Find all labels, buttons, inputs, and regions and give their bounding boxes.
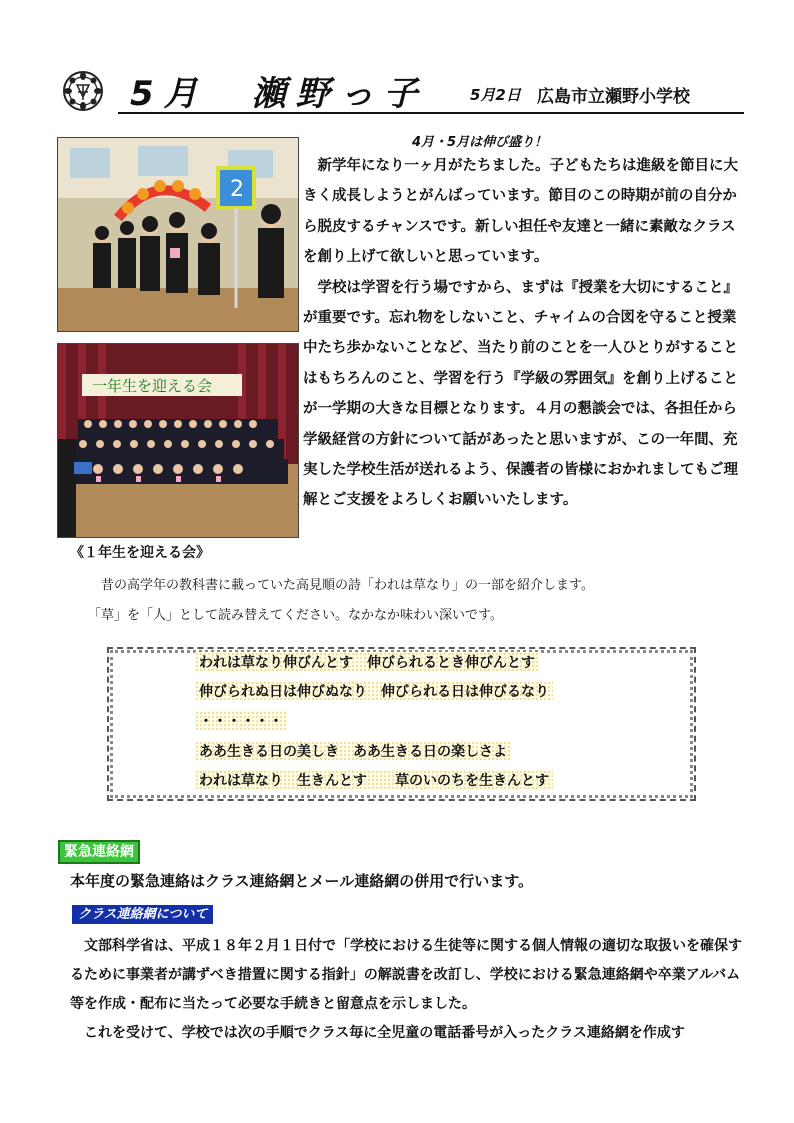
class-network-subheading: クラス連絡網について — [72, 905, 213, 924]
issue-date: 5月2日 — [470, 86, 521, 104]
emergency-heading: 緊急連絡網 — [58, 840, 140, 864]
poem-line: 伸びられぬ日は伸びぬなり 伸びられる日は伸びるなり — [195, 681, 553, 700]
poem-box — [107, 647, 696, 801]
photo-entrance-parade — [57, 137, 299, 332]
article-heading: 4月・5月は伸び盛り！ — [412, 135, 548, 150]
school-emblem-icon — [62, 70, 104, 112]
article-paragraph: 新学年になり一ヶ月がたちました。子どもたちは進級を節目に大きく成長しようとがんばっています。節目のこの時期が前の自分から脱皮するチャンスです。新しい担任や友達と一緒に素敵なクラスを創り上げて欲しいと思っています。 — [303, 158, 738, 266]
photo-caption: 《１年生を迎える会》 — [70, 545, 210, 561]
article-body — [303, 151, 741, 516]
poem-line: ・・・・・・ — [195, 711, 287, 730]
poem-introduction — [88, 571, 728, 631]
article-paragraph: 学校は学習を行う場ですから、まずは『授業を大切にすること』が重要です。忘れ物をしないこと、チャイムの合図を守ること授業中たち歩かないことなど、当たり前のことを一人ひとりがすることはもちろんのこと、学習を行う『学級の雰囲気』を創り上げることが一学期の大きな目標となります。４月の懇談会では、各担任から学級経営の方針について話があったと思いますが、この一年間、充実した学校生活が送れるよう、保護者の皆様におかれましてもご理解とご支援をよろしくお願いいたします。 — [303, 279, 738, 509]
photo-welcome-assembly — [57, 343, 299, 538]
poem-intro-line: 「草」を「人」として読み替えてください。なかなか味わい深いです。 — [88, 608, 503, 623]
poem-line: ああ生きる日の美しき ああ生きる日の楽しさよ — [195, 741, 511, 760]
poem-line: われは草なり 生きんとす 草のいのちを生きんとす — [195, 770, 553, 789]
newsletter-title: 5月 瀬野っ子 — [130, 74, 428, 114]
sign-number: 2 — [230, 177, 244, 202]
poem-line: われは草なり伸びんとす 伸びられるとき伸びんとす — [195, 652, 539, 671]
banner-text: 一年生を迎える会 — [92, 377, 213, 395]
emergency-summary: 本年度の緊急連絡はクラス連絡網とメール連絡網の併用で行います。 — [70, 872, 534, 890]
class-network-paragraph: これを受けて、学校では次の手順でクラス毎に全児童の電話番号が入ったクラス連絡網を作成す — [84, 1025, 685, 1041]
class-network-body — [70, 932, 742, 1048]
school-name: 広島市立瀬野小学校 — [537, 87, 690, 107]
poem-intro-line: 昔の高学年の教科書に載っていた高見順の詩「われは草なり」の一部を紹介します。 — [101, 578, 594, 593]
class-network-paragraph: 文部科学省は、平成１８年２月１日付で「学校における生徒等に関する個人情報の適切な取扱いを確保するために事業者が講ずべき措置に関する指針」の解説書を改訂し、学校における緊急連絡網や卒業アルバム等を作成・配布に当たって必要な手続きと留意点を示しました。 — [70, 938, 742, 1012]
